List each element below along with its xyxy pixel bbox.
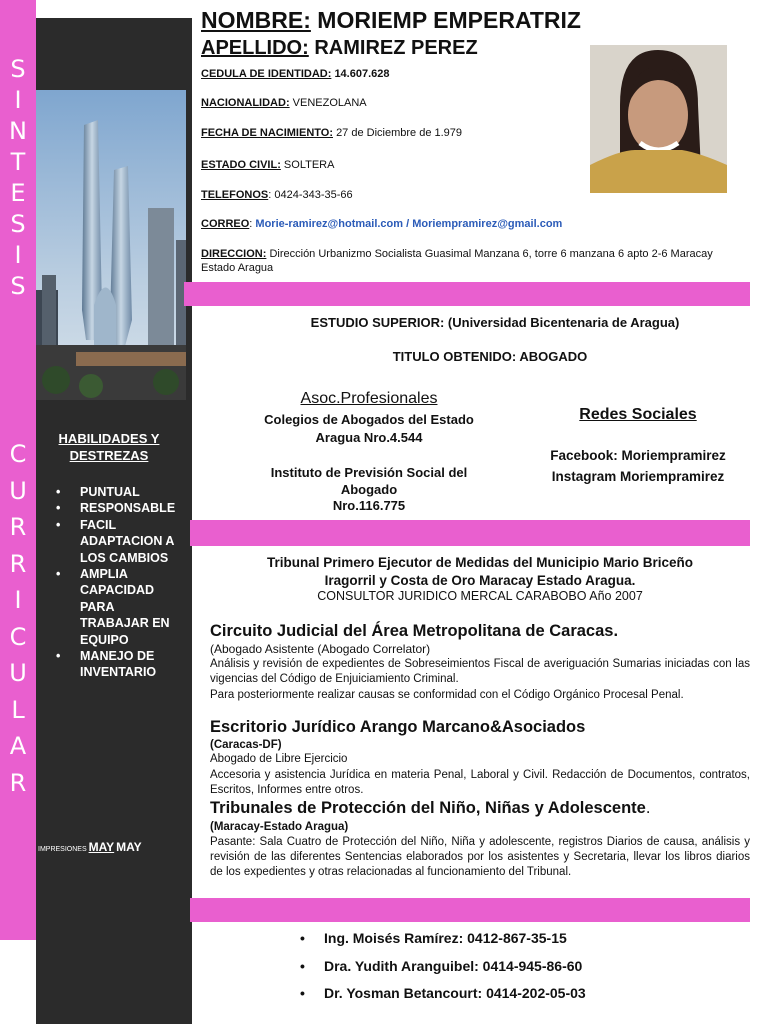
skill-item: • FACIL ADAPTACION A LOS CAMBIOS	[56, 517, 184, 566]
vertical-letter: U	[9, 659, 27, 687]
phone-field: TELEFONOS: 0424-343-35-66	[201, 189, 353, 201]
section-divider	[190, 520, 750, 546]
vertical-letter: R	[9, 549, 27, 578]
job-title: Circuito Judicial del Área Metropolitana de Caracas.	[210, 622, 619, 640]
print-credit	[38, 840, 142, 854]
nationality-value: VENEZOLANA	[292, 97, 367, 109]
section-divider	[190, 898, 750, 922]
vertical-letter: R	[9, 513, 27, 541]
address-value: Dirección Urbanizmo Socialista Guasimal Manzana 6, torre 6 manzana 6 apto 2-6 Maracay Estado Aragua	[201, 248, 713, 274]
civil-status-label: ESTADO CIVIL:	[201, 159, 281, 171]
email-field: CORREO: Morie-ramirez@hotmail.com / Moriempramirez@gmail.com	[201, 218, 563, 230]
skill-item: • MANEJO DE INVENTARIO	[56, 648, 184, 681]
address-field	[201, 247, 741, 275]
job-role: (Abogado Asistente (Abogado Correlator)	[210, 642, 431, 656]
vertical-letter: R	[9, 768, 27, 797]
job-title: Escritorio Jurídico Arango Marcano&Asociados	[210, 718, 586, 736]
education-degree: TITULO OBTENIDO: ABOGADO	[392, 349, 588, 364]
job-description: Análisis y revisión de expedientes de Sobreseimientos Fiscal de averiguación Sumarias iniciadas con las vigencias del Código de Enjuiciamiento Criminal.	[210, 658, 750, 685]
vertical-letter: C	[9, 440, 27, 468]
address-label: DIRECCION:	[201, 248, 267, 260]
experience-tribunal: Tribunal Primero Ejecutor de Medidas del Municipio Mario Briceño Iragorril y Costa de Oro Maracay Estado Aragua.	[266, 555, 694, 588]
profile-photo	[590, 45, 727, 193]
references-list	[300, 930, 586, 1013]
surname-heading	[201, 35, 478, 61]
vertical-letter: T	[10, 148, 26, 176]
vertical-letter: C	[9, 622, 27, 651]
name-label: NOMBRE:	[201, 7, 311, 33]
vertical-letter: I	[14, 586, 22, 614]
vertical-letter: A	[9, 732, 27, 760]
skill-item: • RESPONSABLE	[56, 500, 184, 516]
birthdate-field	[201, 126, 462, 140]
vertical-letter: I	[14, 241, 22, 269]
section-divider	[184, 282, 750, 306]
job-description: Pasante: Sala Cuatro de Protección del Niño, Niña y adolescente, registros Diarios de causa, análisis y revisión de las diferentes Sentencias elaborados por los asistentes y Secretaria, llevar los libros diarios de los expedientes y otras relacionadas al funcionamiento del Tribunal.	[210, 836, 750, 878]
reference-item: • Ing. Moisés Ramírez: 0412-867-35-15	[300, 930, 586, 958]
surname-label: APELLIDO:	[201, 37, 309, 59]
facebook-handle: Facebook: Moriempramirez	[550, 448, 726, 463]
reference-item: • Dr. Yosman Betancourt: 0414-202-05-03	[300, 985, 586, 1013]
skill-item: • AMPLIA CAPACIDAD PARA TRABAJAR EN EQUIPO	[56, 566, 184, 648]
association-bar-association: Colegios de Abogados del Estado Aragua Nro.4.544	[264, 412, 474, 445]
phone-label: TELEFONOS	[201, 189, 269, 201]
id-value: 14.607.628	[334, 68, 390, 80]
social-heading: Redes Sociales	[579, 406, 697, 423]
print-credit-brand: MAY	[116, 840, 142, 854]
vertical-letter: S	[10, 272, 26, 300]
building-photo	[36, 90, 186, 400]
nationality-field	[201, 96, 367, 110]
skills-heading: HABILIDADES Y DESTREZAS	[58, 431, 160, 463]
surname-value: RAMIREZ PEREZ	[314, 37, 478, 59]
education-university: ESTUDIO SUPERIOR: (Universidad Bicentenaria de Aragua)	[310, 315, 680, 330]
job-location: (Maracay-Estado Aragua)	[210, 821, 349, 833]
civil-status-value: SOLTERA	[283, 159, 335, 171]
skills-list	[56, 484, 184, 681]
email-links[interactable]: Morie-ramirez@hotmail.com / Moriempramirez@gmail.com	[255, 218, 563, 230]
name-value: MORIEMP EMPERATRIZ	[317, 7, 581, 33]
job-description: Para posteriormente realizar causas se conformidad con el Código Orgánico Procesal Penal.	[210, 689, 684, 701]
print-credit-brand: MAY	[88, 840, 115, 854]
nationality-label: NACIONALIDAD:	[201, 97, 290, 109]
vertical-letter: S	[10, 210, 26, 238]
id-label: CEDULA DE IDENTIDAD:	[201, 68, 332, 80]
skill-item: • PUNTUAL	[56, 484, 184, 500]
civil-status-field	[201, 158, 334, 172]
reference-item: • Dra. Yudith Aranguibel: 0414-945-86-60	[300, 958, 586, 986]
vertical-letter: N	[9, 117, 27, 145]
associations-heading: Asoc.Profesionales	[300, 390, 438, 407]
job-description: Accesoria y asistencia Jurídica en materia Penal, Laboral y Civil. Redacción de Documentos, contratos, Escritos, Informes entre otros.	[210, 769, 750, 796]
vertical-letter: S	[10, 55, 26, 83]
job-title: Tribunales de Protección del Niño, Niñas y Adolescente.	[210, 799, 651, 817]
job-location: (Caracas-DF)	[210, 739, 282, 751]
vertical-letter: L	[11, 695, 25, 724]
email-label: CORREO	[201, 218, 250, 230]
name-heading	[201, 6, 581, 34]
instagram-handle: Instagram Moriempramirez	[551, 469, 725, 484]
job-role: Abogado de Libre Ejercicio	[210, 753, 348, 765]
vertical-title-strip	[0, 0, 36, 940]
vertical-letter: U	[9, 476, 27, 505]
experience-mercal: CONSULTOR JURIDICO MERCAL CARABOBO Año 2007	[317, 589, 643, 603]
birthdate-label: FECHA DE NACIMIENTO:	[201, 127, 333, 139]
print-credit-label: IMPRESIONES	[38, 846, 87, 853]
id-field	[201, 67, 390, 81]
birthdate-value: 27 de Diciembre de 1.979	[336, 127, 463, 139]
phone-value: 0424-343-35-66	[274, 189, 353, 201]
association-social-security: Instituto de Previsión Social del Abogado Nro.116.775	[270, 465, 468, 513]
vertical-letter: I	[14, 86, 22, 114]
vertical-letter: E	[10, 179, 26, 207]
